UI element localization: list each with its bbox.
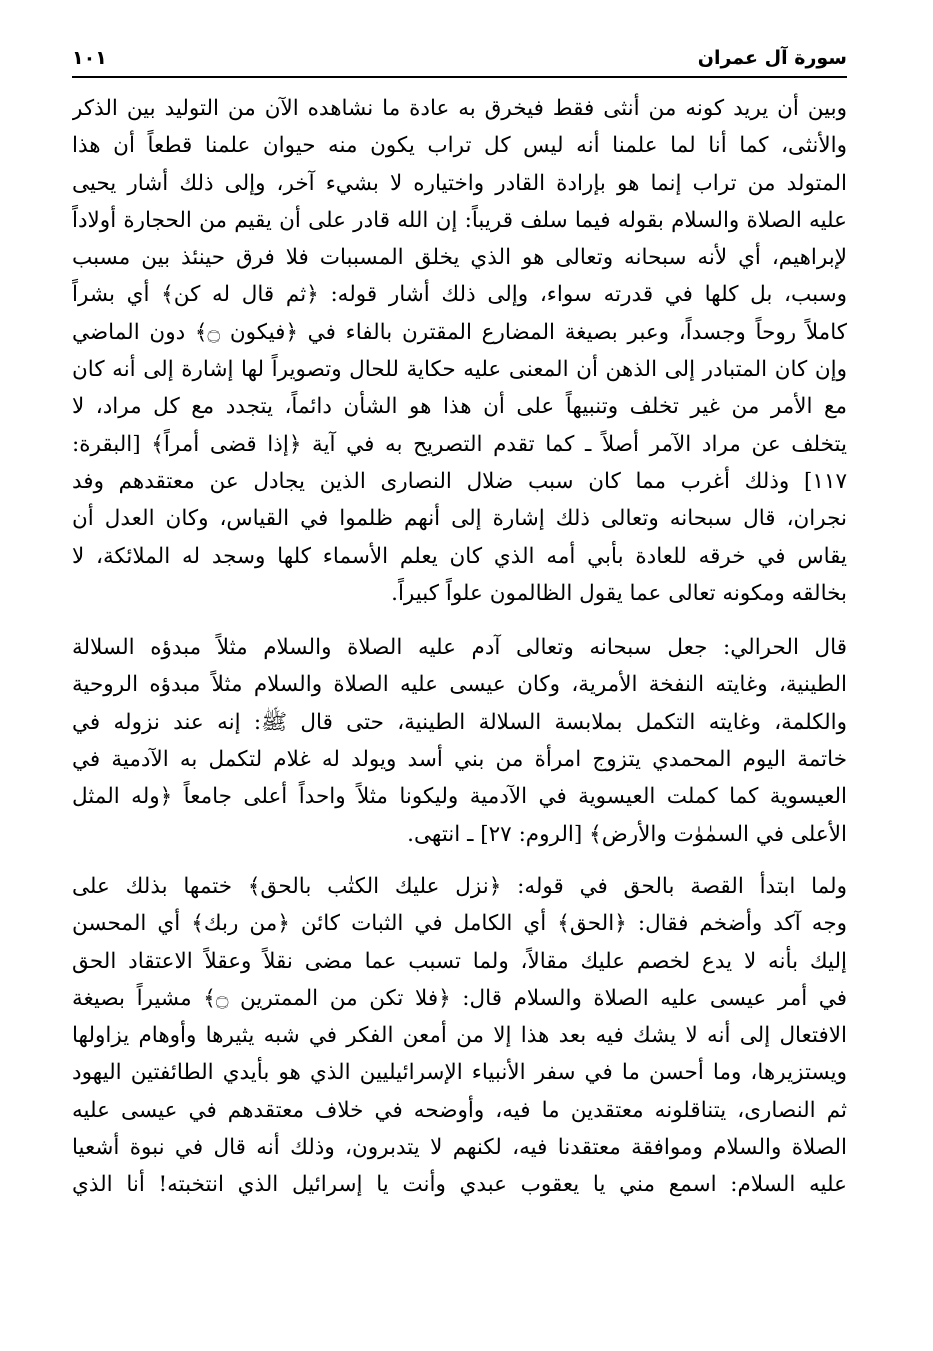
text-line: المتولد من تراب إنما هو بإرادة القادر واختياره لا بشيء آخر، وإلى ذلك أشار يحيى	[72, 170, 847, 196]
paragraph-3	[72, 868, 847, 1204]
text-line: يقاس في خرقه للعادة بأبي أمه الذي كان يعلم الأسماء كلها وسجد له الملائكة، لا	[72, 543, 847, 569]
text-line: خاتمة اليوم المحمدي يتزوج امرأة من بني أسد ويولد له غلام لتكمل به الآدمية في	[72, 747, 847, 773]
text-line: لإبراهيم، أي لأنه سبحانه وتعالى هو الذي يخلق المسببات فلا فرق حينئذ بين مسبب	[72, 245, 847, 271]
text-line: وجه آكد وأضخم فقال: ﴿الحق﴾ أي الكامل في الثبات كائن ﴿من ربك﴾ أي المحسن	[72, 911, 847, 937]
text-line: الطينية، وغايته النفخة الأمرية، وكان عيسى عليه الصلاة والسلام مثلاً مبدؤه الروحية	[72, 672, 847, 698]
text-line: والأنثى، كما أنا لما علمنا أنه ليس كل تراب يكون منه حيوان علمنا قطعاً أن هذا	[72, 133, 847, 159]
text-line: ثم النصارى، يتناقلونه معتقدين ما فيه، وأوضحه في خلاف معتقدهم في عيسى عليه	[72, 1097, 847, 1123]
text-line: وإن كان المتبادر إلى الذهن أن المعنى عليه حكاية للحال وتصويراً لها إشارة إلى أنه كان	[72, 357, 847, 383]
text-line: في أمر عيسى عليه الصلاة والسلام قال: ﴿فلا تكن من الممترين ۝﴾ مشيراً بصيغة	[72, 985, 847, 1011]
page-header	[72, 42, 847, 78]
text-line: ولما ابتدأ القصة بالحق في قوله: ﴿نزل عليك الكتٰب بالحق﴾ ختمها بذلك على	[72, 873, 847, 899]
text-line: قال الحرالي: جعل سبحانه وتعالى آدم عليه الصلاة والسلام مثلاً مبدؤه السلالة	[72, 635, 847, 661]
sura-title: سورة آل عمران	[697, 47, 847, 69]
text-line: وبين أن يريد كونه من أنثى فقط فيخرق به عادة ما نشاهده الآن من التوليد بين الذكر	[72, 96, 847, 121]
page-content	[72, 90, 847, 1204]
text-line: كاملاً روحاً وجسداً، وعبر بصيغة المضارع المقترن بالفاء في ﴿فيكون ۝﴾ دون الماضي	[72, 319, 847, 345]
text-line: الافتعال إلى أنه لا يشك فيه بعد هذا إلا من أمعن الفكر في شبه يثيرها وأوهام يزاولها	[72, 1023, 847, 1049]
text-line: بخالقه ومكونه تعالى عما يقول الظالمون علواً كبيراً.	[391, 580, 847, 606]
text-line: وسبب، بل كلها في قدرته سواء، وإلى ذلك أشار قوله: ﴿ثم قال له كن﴾ أي بشراً	[72, 282, 847, 308]
text-line: مع الأمر من غير تخلف وتنبيهاً على أن هذا هو الشأن دائماً، يتجدد مع كل مراد، لا	[72, 394, 847, 420]
text-line: الأعلى في السمٰوٰت والأرض﴾ [الروم: ٢٧] ـ انتهى.	[407, 821, 847, 847]
paragraph-2	[72, 629, 847, 853]
paragraph-1	[72, 90, 847, 612]
text-line: عليه الصلاة والسلام بقوله فيما سلف قريباً: إن الله قادر على أن يقيم من الحجارة أولاداً	[72, 207, 847, 233]
page-number: ١٠١	[72, 47, 107, 69]
text-line: إليك بأنه لا يدع لخصم عليك مقالاً، ولما تسبب عما مضى نقلاً وعقلاً الاعتقاد الحق	[72, 948, 847, 974]
text-line: نجران، قال سبحانه وتعالى ذلك إشارة إلى أنهم ظلموا في القياس، وكان العدل أن	[72, 506, 847, 532]
text-line: ويستزيرها، وما أحسن ما في سفر الأنبياء الإسرائيليين الذي هو بأيدي الطائفتين اليهود	[72, 1060, 847, 1086]
text-line: والكلمة، وغايته التكمل بملابسة السلالة الطينية، حتى قال ﷺ: إنه عند نزوله في	[72, 709, 847, 735]
text-line: ١١٧] وذلك أغرب مما كان سبب ضلال النصارى الذين يجادل عن معتقدهم وفد	[72, 468, 847, 494]
text-line: العيسوية كما كملت العيسوية في الآدمية وليكونا مثلاً واحداً أعلى جامعاً ﴿وله المثل	[72, 784, 847, 810]
text-line: الصلاة والسلام وموافقة معتقدنا فيه، لكنهم لا يتدبرون، وذلك أنه قال في نبوة أشعيا	[72, 1135, 847, 1161]
text-line: عليه السلام: اسمع مني يا يعقوب عبدي وأنت يا إسرائيل الذي انتخبته! أنا الذي	[72, 1172, 847, 1198]
text-line: يتخلف عن مراد الآمر أصلاً ـ كما تقدم التصريح به في آية ﴿إذا قضى أمراً﴾ [البقرة:	[72, 431, 847, 457]
